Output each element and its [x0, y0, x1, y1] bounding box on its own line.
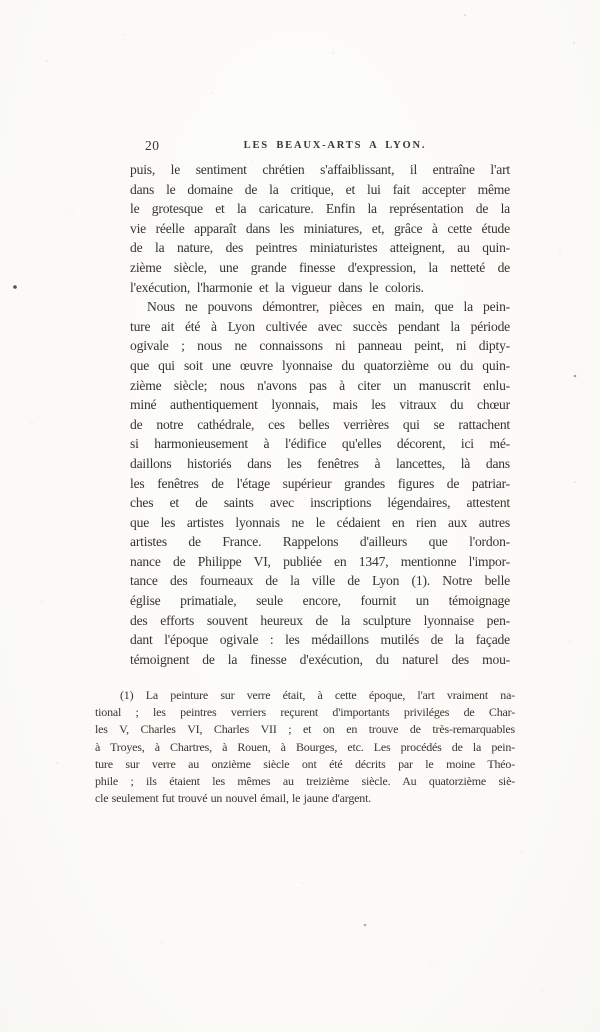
scan-speckles — [0, 0, 2, 2]
text-line: Nous ne pouvons démontrer, pièces en main, que la pein- — [147, 299, 510, 315]
text-line: église primatiale, seule encore, fournit un témoignage — [130, 593, 510, 609]
text-line: zième siècle; nous n'avons pas à citer un manuscrit enlu- — [130, 377, 510, 393]
text-line: que qui soit une œuvre lyonnaise du quatorzième ou du quin- — [130, 357, 510, 373]
running-header-row — [130, 138, 510, 155]
text-line: nance de Philippe VI, publiée en 1347, mentionne l'impor- — [130, 553, 510, 569]
footnote-paragraph — [95, 687, 515, 807]
text-line: artistes de France. Rappelons d'ailleurs que l'ordon- — [130, 534, 510, 550]
text-line: miné authentiquement lyonnais, mais les vitraux du chœur — [130, 397, 510, 413]
page-number: 20 — [145, 138, 160, 153]
text-line: (1) La peinture sur verre était, à cette époque, l'art vraiment na- — [120, 688, 515, 702]
text-line: ture ait été à Lyon cultivée avec succès pendant la période — [130, 318, 510, 334]
text-line: zième siècle, une grande finesse d'expression, la netteté de — [130, 259, 510, 275]
text-line: puis, le sentiment chrétien s'affaiblissant, il entraîne l'art — [130, 162, 510, 177]
text-line: dans le domaine de la critique, et lui fait accepter même — [130, 181, 510, 197]
text-line: vie réelle apparaît dans les miniatures, et, grâce à cette étude — [130, 220, 510, 236]
running-header: LES BEAUX-ARTS A LYON. — [243, 140, 427, 151]
text-line: les V, Charles VI, Charles VII ; et on en trouve de très-remarquables — [95, 722, 515, 737]
text-line: que les artistes lyonnais ne le cédaient en rien aux autres — [130, 514, 510, 530]
text-line: témoignent de la finesse d'exécution, du naturel des mou- — [130, 651, 510, 667]
text-line: de notre cathédrale, ces belles verrières qui se rattachent — [130, 416, 510, 432]
text-line: phile ; ils étaient les mêmes au treizième siècle. Au quatorzième siè- — [95, 773, 515, 788]
text-line: ture sur verre au onzième siècle ont été décrits par le moine Théo- — [95, 756, 515, 771]
text-line: les fenêtres de l'étage supérieur grandes figures de patriar- — [130, 475, 510, 491]
text-line: tional ; les peintres verriers reçurent d'importants priviléges de Char- — [95, 705, 515, 720]
body-text — [130, 160, 510, 669]
text-line: de la nature, des peintres miniaturistes atteignent, au quin- — [130, 240, 510, 256]
paragraph — [130, 297, 510, 669]
text-line: dant l'époque ogivale : les médaillons mutilés de la façade — [130, 632, 510, 648]
text-line: ches et de saints avec inscriptions légendaires, attestent — [130, 495, 510, 511]
text-line: à Troyes, à Chartres, à Rouen, à Bourges, etc. Les procédés de la pein- — [95, 739, 515, 754]
text-line: l'exécution, l'harmonie et la vigueur dans le coloris. — [130, 279, 424, 295]
paragraph — [130, 160, 510, 297]
text-line: tance des fourneaux de la ville de Lyon (1). Notre belle — [130, 573, 510, 589]
text-line: ogivale ; nous ne connaissons ni panneau peint, ni dipty- — [130, 338, 510, 354]
text-line: cle seulement fut trouvé un nouvel émail, le jaune d'argent. — [95, 791, 372, 806]
footnote-text — [95, 687, 515, 807]
text-line: si harmonieusement à l'édifice qu'elles décorent, ici mé- — [130, 436, 510, 452]
text-line: des efforts souvent heureux de la sculpture lyonnaise pen- — [130, 612, 510, 628]
text-line: le grotesque et la caricature. Enfin la représentation de la — [130, 201, 510, 217]
text-line: daillons historiés dans les fenêtres à lancettes, là dans — [130, 455, 510, 471]
